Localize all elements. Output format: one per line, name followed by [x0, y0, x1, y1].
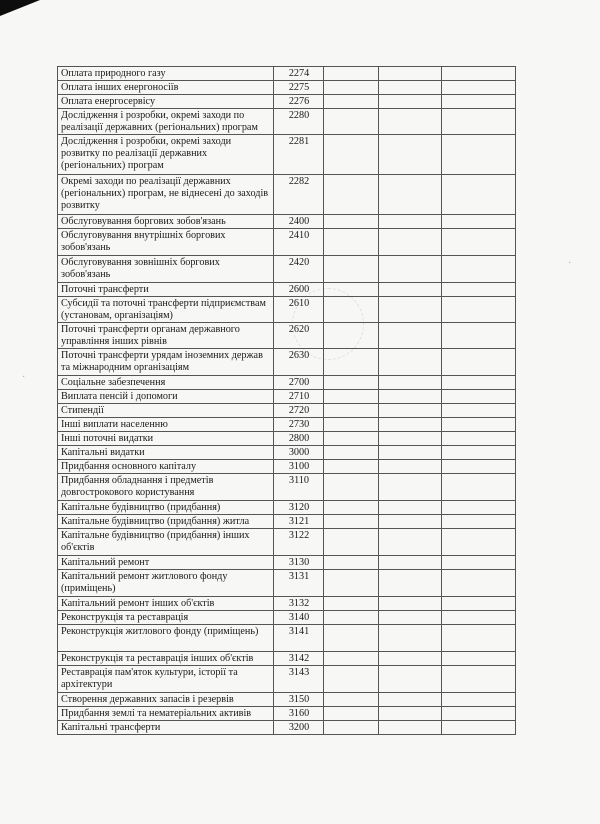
empty-amount-cell — [379, 67, 442, 81]
empty-amount-cell — [324, 256, 379, 283]
empty-amount-cell — [324, 611, 379, 625]
empty-amount-cell — [324, 625, 379, 652]
row-code-cell: 3100 — [274, 460, 324, 474]
row-name-cell: Капітальне будівництво (придбання) — [58, 501, 274, 515]
scan-shadow-corner — [0, 0, 40, 16]
empty-amount-cell — [379, 611, 442, 625]
empty-amount-cell — [324, 376, 379, 390]
empty-amount-cell — [442, 556, 516, 570]
empty-amount-cell — [324, 432, 379, 446]
empty-amount-cell — [324, 67, 379, 81]
row-code-cell: 3122 — [274, 529, 324, 556]
empty-amount-cell — [379, 460, 442, 474]
empty-amount-cell — [442, 652, 516, 666]
empty-amount-cell — [379, 501, 442, 515]
table-row — [58, 95, 516, 109]
empty-amount-cell — [379, 570, 442, 597]
row-name-cell: Дослідження і розробки, окремі заходи розвитку по реалізації державних (регіональних) програм — [58, 135, 274, 175]
empty-amount-cell — [442, 501, 516, 515]
empty-amount-cell — [442, 666, 516, 693]
empty-amount-cell — [442, 229, 516, 256]
row-name-cell: Реставрація пам'яток культури, історії та архітектури — [58, 666, 274, 693]
row-name-cell: Субсидії та поточні трансферти підприємствам (установам, організаціям) — [58, 297, 274, 323]
table-row — [58, 652, 516, 666]
row-code-cell: 2720 — [274, 404, 324, 418]
table-row — [58, 529, 516, 556]
empty-amount-cell — [379, 297, 442, 323]
empty-amount-cell — [442, 625, 516, 652]
row-name-cell: Поточні трансферти органам державного управління інших рівнів — [58, 323, 274, 349]
empty-amount-cell — [324, 404, 379, 418]
row-name-cell: Капітальний ремонт — [58, 556, 274, 570]
row-name-cell: Інші виплати населенню — [58, 418, 274, 432]
row-name-cell: Реконструкція житлового фонду (приміщень) — [58, 625, 274, 652]
empty-amount-cell — [442, 175, 516, 215]
row-code-cell: 2276 — [274, 95, 324, 109]
empty-amount-cell — [324, 349, 379, 376]
table-row — [58, 707, 516, 721]
row-name-cell: Обслуговування внутрішніх боргових зобов'язань — [58, 229, 274, 256]
empty-amount-cell — [379, 256, 442, 283]
empty-amount-cell — [324, 135, 379, 175]
empty-amount-cell — [324, 501, 379, 515]
row-code-cell: 3121 — [274, 515, 324, 529]
empty-amount-cell — [442, 474, 516, 501]
empty-amount-cell — [442, 390, 516, 404]
empty-amount-cell — [379, 109, 442, 135]
row-code-cell: 2282 — [274, 175, 324, 215]
row-name-cell: Оплата енергосервісу — [58, 95, 274, 109]
row-code-cell: 3143 — [274, 666, 324, 693]
empty-amount-cell — [442, 529, 516, 556]
row-code-cell: 3142 — [274, 652, 324, 666]
table-row — [58, 693, 516, 707]
row-code-cell: 3131 — [274, 570, 324, 597]
margin-mark: · — [568, 258, 572, 269]
row-name-cell: Капітальний ремонт житлового фонду (приміщень) — [58, 570, 274, 597]
row-code-cell: 2610 — [274, 297, 324, 323]
empty-amount-cell — [379, 666, 442, 693]
row-name-cell: Дослідження і розробки, окремі заходи по реалізації державних (регіональних) програм — [58, 109, 274, 135]
row-name-cell: Окремі заходи по реалізації державних (регіональних) програм, не віднесені до заходів розвитку — [58, 175, 274, 215]
empty-amount-cell — [379, 349, 442, 376]
table-row — [58, 135, 516, 175]
row-name-cell: Реконструкція та реставрація — [58, 611, 274, 625]
empty-amount-cell — [442, 693, 516, 707]
table-row — [58, 625, 516, 652]
empty-amount-cell — [442, 376, 516, 390]
empty-amount-cell — [442, 67, 516, 81]
row-code-cell: 3130 — [274, 556, 324, 570]
row-code-cell: 3200 — [274, 721, 324, 735]
empty-amount-cell — [324, 283, 379, 297]
row-code-cell: 2630 — [274, 349, 324, 376]
empty-amount-cell — [379, 693, 442, 707]
row-code-cell: 3110 — [274, 474, 324, 501]
table-row — [58, 597, 516, 611]
table-row — [58, 666, 516, 693]
empty-amount-cell — [324, 460, 379, 474]
row-code-cell: 2700 — [274, 376, 324, 390]
row-code-cell: 3132 — [274, 597, 324, 611]
table-row — [58, 67, 516, 81]
empty-amount-cell — [379, 432, 442, 446]
empty-amount-cell — [379, 283, 442, 297]
row-name-cell: Оплата інших енергоносіїв — [58, 81, 274, 95]
empty-amount-cell — [324, 693, 379, 707]
empty-amount-cell — [324, 390, 379, 404]
row-name-cell: Стипендії — [58, 404, 274, 418]
table-row — [58, 432, 516, 446]
empty-amount-cell — [324, 474, 379, 501]
row-code-cell: 2420 — [274, 256, 324, 283]
empty-amount-cell — [379, 721, 442, 735]
row-name-cell: Обслуговування боргових зобов'язань — [58, 215, 274, 229]
table-row — [58, 229, 516, 256]
row-name-cell: Поточні трансферти урядам іноземних держав та міжнародним організаціям — [58, 349, 274, 376]
empty-amount-cell — [379, 652, 442, 666]
row-name-cell: Придбання землі та нематеріальних активів — [58, 707, 274, 721]
row-name-cell: Капітальний ремонт інших об'єктів — [58, 597, 274, 611]
empty-amount-cell — [442, 297, 516, 323]
row-code-cell: 2275 — [274, 81, 324, 95]
empty-amount-cell — [379, 95, 442, 109]
table-row — [58, 474, 516, 501]
empty-amount-cell — [324, 81, 379, 95]
empty-amount-cell — [324, 215, 379, 229]
table-row — [58, 501, 516, 515]
empty-amount-cell — [442, 721, 516, 735]
empty-amount-cell — [324, 229, 379, 256]
row-code-cell: 2274 — [274, 67, 324, 81]
table-row — [58, 376, 516, 390]
empty-amount-cell — [379, 215, 442, 229]
table-row — [58, 446, 516, 460]
empty-amount-cell — [324, 323, 379, 349]
empty-amount-cell — [442, 323, 516, 349]
empty-amount-cell — [324, 721, 379, 735]
empty-amount-cell — [324, 529, 379, 556]
table-row — [58, 390, 516, 404]
table-row — [58, 570, 516, 597]
empty-amount-cell — [324, 570, 379, 597]
empty-amount-cell — [324, 666, 379, 693]
empty-amount-cell — [379, 556, 442, 570]
row-code-cell: 2600 — [274, 283, 324, 297]
row-name-cell: Оплата природного газу — [58, 67, 274, 81]
empty-amount-cell — [379, 81, 442, 95]
empty-amount-cell — [379, 707, 442, 721]
row-name-cell: Виплата пенсій і допомоги — [58, 390, 274, 404]
row-name-cell: Створення державних запасів і резервів — [58, 693, 274, 707]
empty-amount-cell — [324, 707, 379, 721]
empty-amount-cell — [324, 597, 379, 611]
empty-amount-cell — [442, 95, 516, 109]
table-row — [58, 283, 516, 297]
row-code-cell: 3150 — [274, 693, 324, 707]
empty-amount-cell — [442, 109, 516, 135]
row-code-cell: 2710 — [274, 390, 324, 404]
row-name-cell: Придбання обладнання і предметів довгострокового користування — [58, 474, 274, 501]
table-row — [58, 460, 516, 474]
table-row — [58, 515, 516, 529]
empty-amount-cell — [442, 570, 516, 597]
empty-amount-cell — [324, 446, 379, 460]
empty-amount-cell — [379, 625, 442, 652]
empty-amount-cell — [442, 135, 516, 175]
row-name-cell: Інші поточні видатки — [58, 432, 274, 446]
empty-amount-cell — [379, 474, 442, 501]
row-code-cell: 3160 — [274, 707, 324, 721]
empty-amount-cell — [442, 460, 516, 474]
table-row — [58, 556, 516, 570]
empty-amount-cell — [442, 215, 516, 229]
row-name-cell: Придбання основного капіталу — [58, 460, 274, 474]
table-body — [58, 67, 516, 735]
row-name-cell: Обслуговування зовнішніх боргових зобов'язань — [58, 256, 274, 283]
row-name-cell: Капітальне будівництво (придбання) інших об'єктів — [58, 529, 274, 556]
empty-amount-cell — [324, 95, 379, 109]
empty-amount-cell — [379, 376, 442, 390]
table-row — [58, 256, 516, 283]
row-code-cell: 3120 — [274, 501, 324, 515]
row-code-cell: 2620 — [274, 323, 324, 349]
empty-amount-cell — [442, 81, 516, 95]
empty-amount-cell — [442, 707, 516, 721]
empty-amount-cell — [379, 418, 442, 432]
empty-amount-cell — [324, 515, 379, 529]
row-code-cell: 3000 — [274, 446, 324, 460]
empty-amount-cell — [324, 652, 379, 666]
row-code-cell: 3141 — [274, 625, 324, 652]
empty-amount-cell — [379, 597, 442, 611]
row-code-cell: 2281 — [274, 135, 324, 175]
row-code-cell: 2400 — [274, 215, 324, 229]
table-row — [58, 175, 516, 215]
empty-amount-cell — [379, 404, 442, 418]
empty-amount-cell — [324, 556, 379, 570]
empty-amount-cell — [442, 515, 516, 529]
empty-amount-cell — [442, 256, 516, 283]
empty-amount-cell — [379, 390, 442, 404]
empty-amount-cell — [442, 418, 516, 432]
table-row — [58, 81, 516, 95]
empty-amount-cell — [442, 597, 516, 611]
empty-amount-cell — [442, 432, 516, 446]
table-row — [58, 297, 516, 323]
row-name-cell: Капітальні видатки — [58, 446, 274, 460]
row-name-cell: Капітальне будівництво (придбання) житла — [58, 515, 274, 529]
empty-amount-cell — [379, 135, 442, 175]
empty-amount-cell — [442, 611, 516, 625]
table-row — [58, 404, 516, 418]
row-code-cell: 3140 — [274, 611, 324, 625]
empty-amount-cell — [442, 446, 516, 460]
expenditure-classification-table — [57, 66, 516, 735]
empty-amount-cell — [379, 323, 442, 349]
row-code-cell: 2410 — [274, 229, 324, 256]
table-row — [58, 418, 516, 432]
empty-amount-cell — [379, 515, 442, 529]
row-code-cell: 2800 — [274, 432, 324, 446]
table-row — [58, 215, 516, 229]
row-name-cell: Реконструкція та реставрація інших об'єктів — [58, 652, 274, 666]
empty-amount-cell — [379, 446, 442, 460]
table-row — [58, 349, 516, 376]
table-row — [58, 611, 516, 625]
row-code-cell: 2280 — [274, 109, 324, 135]
table-row — [58, 109, 516, 135]
empty-amount-cell — [442, 404, 516, 418]
empty-amount-cell — [442, 283, 516, 297]
row-code-cell: 2730 — [274, 418, 324, 432]
table-row — [58, 323, 516, 349]
row-name-cell: Поточні трансферти — [58, 283, 274, 297]
empty-amount-cell — [324, 175, 379, 215]
empty-amount-cell — [379, 529, 442, 556]
row-name-cell: Соціальне забезпечення — [58, 376, 274, 390]
empty-amount-cell — [379, 175, 442, 215]
empty-amount-cell — [379, 229, 442, 256]
row-name-cell: Капітальні трансферти — [58, 721, 274, 735]
empty-amount-cell — [442, 349, 516, 376]
table-row — [58, 721, 516, 735]
empty-amount-cell — [324, 109, 379, 135]
empty-amount-cell — [324, 297, 379, 323]
margin-mark: · — [22, 372, 26, 383]
empty-amount-cell — [324, 418, 379, 432]
